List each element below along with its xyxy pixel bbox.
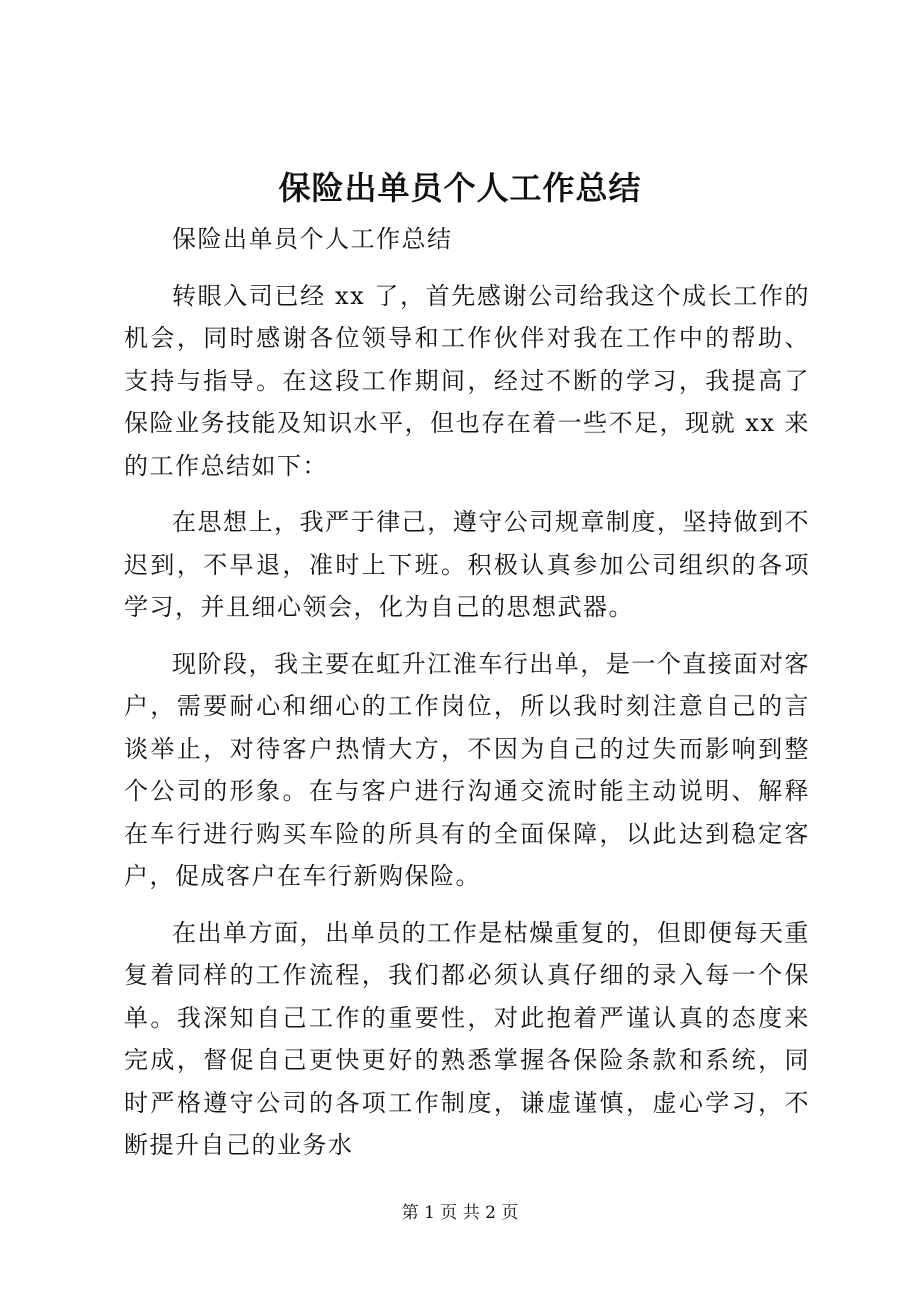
paragraph-current-stage: 现阶段，我主要在虹升江淮车行出单，是一个直接面对客户，需要耐心和细心的工作岗位，所以我时刻注意自己的言谈举止，对待客户热情大方，不因为自己的过失而影响到整个公司的形象。在与客户进行沟通交流时能主动说明、解释在车行进行购买车险的所具有的全面保障，以此达到稳定客户，促成客户在车行新购保险。 <box>124 649 810 890</box>
page-footer: 第 1 页 共 2 页 <box>401 1203 519 1223</box>
document-body <box>124 218 810 1167</box>
paragraph-issuing: 在出单方面，出单员的工作是枯燥重复的，但即便每天重复着同样的工作流程，我们都必须认真仔细的录入每一个保单。我深知自己工作的重要性，对此抱着严谨认真的态度来完成，督促自己更快更好的熟悉掌握各保险条款和系统，同时严格遵守公司的各项工作制度，谦虚谨慎，虚心学习，不断提升自己的业务水 <box>124 918 810 1159</box>
document-subtitle: 保险出单员个人工作总结 <box>172 225 453 253</box>
paragraph-intro: 转眼入司已经 xx 了，首先感谢公司给我这个成长工作的机会，同时感谢各位领导和工作伙伴对我在工作中的帮助、支持与指导。在这段工作期间，经过不断的学习，我提高了保险业务技能及知识水平，但也存在着一些不足，现就 xx 来的工作总结如下： <box>124 281 810 480</box>
document-title: 保险出单员个人工作总结 <box>278 169 642 207</box>
paragraph-thought: 在思想上，我严于律己，遵守公司规章制度，坚持做到不迟到，不早退，准时上下班。积极认真参加公司组织的各项学习，并且细心领会，化为自己的思想武器。 <box>124 508 810 621</box>
